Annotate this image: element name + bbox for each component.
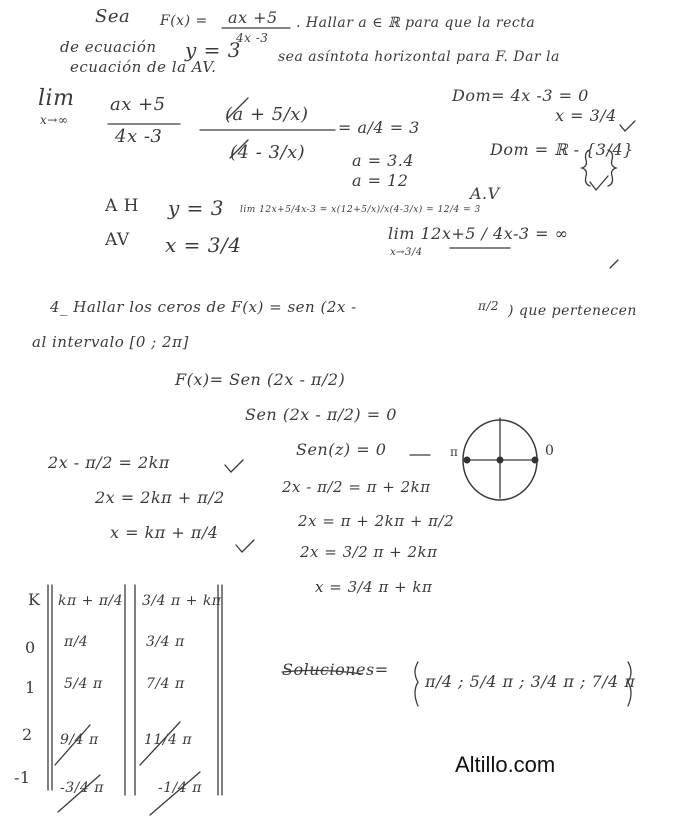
domain-line-1: Dom= 4x -3 = 0 bbox=[452, 86, 589, 105]
problem3-line1-text: . Hallar a ∈ ℝ para que la recta bbox=[296, 15, 536, 31]
circle-label-zero: 0 bbox=[545, 443, 555, 459]
domain-line-3: Dom = ℝ - {3/4} bbox=[490, 140, 634, 159]
table-row-1-col2: 7/4 π bbox=[146, 676, 185, 692]
limit-numerator: ax +5 bbox=[110, 94, 166, 115]
limit-label: lim bbox=[38, 86, 75, 111]
equation-right-1: 2x - π/2 = π + 2kπ bbox=[282, 478, 431, 496]
equation-right-3: 2x = 3/2 π + 2kπ bbox=[300, 543, 438, 561]
av-limit: lim 12x+5 / 4x-3 = ∞ bbox=[388, 224, 569, 243]
table-row-2-col1: 9/4 π bbox=[60, 732, 99, 748]
av-limit-subscript: x→3/4 bbox=[390, 247, 423, 258]
problem3-function-denominator: 4x -3 bbox=[236, 31, 269, 45]
problem4-title-end: ) que pertenecen bbox=[508, 303, 637, 319]
table-header-col2: 3/4 π + kπ bbox=[142, 593, 222, 609]
watermark: Altillo.com bbox=[455, 752, 556, 777]
circle-label-pi: π bbox=[450, 445, 459, 459]
equation-left-1: 2x - π/2 = 2kπ bbox=[48, 453, 170, 472]
ah-label: A H bbox=[105, 196, 140, 216]
equation-right-4: x = 3/4 π + kπ bbox=[315, 578, 433, 596]
av-title: A.V bbox=[470, 184, 500, 203]
problem4-title-pi: π/2 bbox=[478, 299, 500, 313]
step-f1: F(x)= Sen (2x - π/2) bbox=[175, 370, 346, 389]
limit-rewrite-numerator: (a + 5/x) bbox=[225, 104, 309, 125]
table-header-col1: kπ + π/4 bbox=[58, 593, 124, 609]
problem3-line3-text: ecuación de la AV. bbox=[70, 58, 217, 76]
problem4-line2: al intervalo [0 ; 2π] bbox=[32, 333, 189, 351]
table-row-neg1-k: -1 bbox=[14, 768, 31, 787]
table-row-0-col2: 3/4 π bbox=[146, 634, 185, 650]
equation-right-2: 2x = π + 2kπ + π/2 bbox=[298, 512, 455, 530]
problem4-title: 4_ Hallar los ceros de F(x) = sen (2x - bbox=[50, 298, 357, 316]
ah-limit: lim 12x+5/4x-3 = x(12+5/x)/x(4-3/x) = 12/4 = 3 bbox=[240, 205, 481, 215]
solutions-label: Soluciones= bbox=[282, 660, 389, 679]
table-row-0-k: 0 bbox=[25, 638, 36, 657]
table-row-2-k: 2 bbox=[22, 725, 33, 744]
solutions-values: π/4 ; 5/4 π ; 3/4 π ; 7/4 π bbox=[425, 672, 636, 691]
table-row-2-col2: 11/4 π bbox=[144, 732, 193, 748]
table-row-neg1-col1: -3/4 π bbox=[60, 780, 104, 796]
table-row-1-col1: 5/4 π bbox=[64, 676, 103, 692]
limit-denominator: 4x -3 bbox=[115, 126, 163, 147]
limit-rewrite-denominator: (4 - 3/x) bbox=[230, 142, 306, 163]
av-equation: x = 3/4 bbox=[165, 233, 242, 257]
table-row-1-k: 1 bbox=[25, 678, 36, 697]
av-label: AV bbox=[105, 230, 130, 250]
step-f3: Sen(z) = 0 bbox=[296, 440, 387, 459]
limit-result-2: a = 3.4 bbox=[352, 151, 415, 170]
equation-left-3: x = kπ + π/4 bbox=[110, 523, 219, 542]
table-row-neg1-col2: -1/4 π bbox=[158, 780, 202, 796]
problem3-sea: Sea bbox=[95, 6, 131, 27]
problem3-function-name: F(x) = bbox=[160, 13, 208, 29]
limit-result-3: a = 12 bbox=[352, 171, 409, 190]
problem3-function-numerator: ax +5 bbox=[228, 8, 278, 27]
equation-left-2: 2x = 2kπ + π/2 bbox=[95, 488, 225, 507]
problem3-line2-text-b: sea asíntota horizontal para F. Dar la bbox=[278, 49, 560, 65]
limit-subscript: x→∞ bbox=[40, 113, 69, 127]
problem3-line2-text-a: de ecuación bbox=[60, 38, 157, 56]
step-f2: Sen (2x - π/2) = 0 bbox=[245, 405, 397, 424]
problem3-line2-equation: y = 3 bbox=[185, 38, 241, 62]
table-header-k: K bbox=[28, 590, 41, 609]
domain-line-2: x = 3/4 bbox=[555, 106, 617, 125]
limit-result-1: = a/4 = 3 bbox=[338, 118, 420, 137]
ah-equation: y = 3 bbox=[168, 196, 224, 220]
table-row-0-col1: π/4 bbox=[64, 634, 89, 650]
